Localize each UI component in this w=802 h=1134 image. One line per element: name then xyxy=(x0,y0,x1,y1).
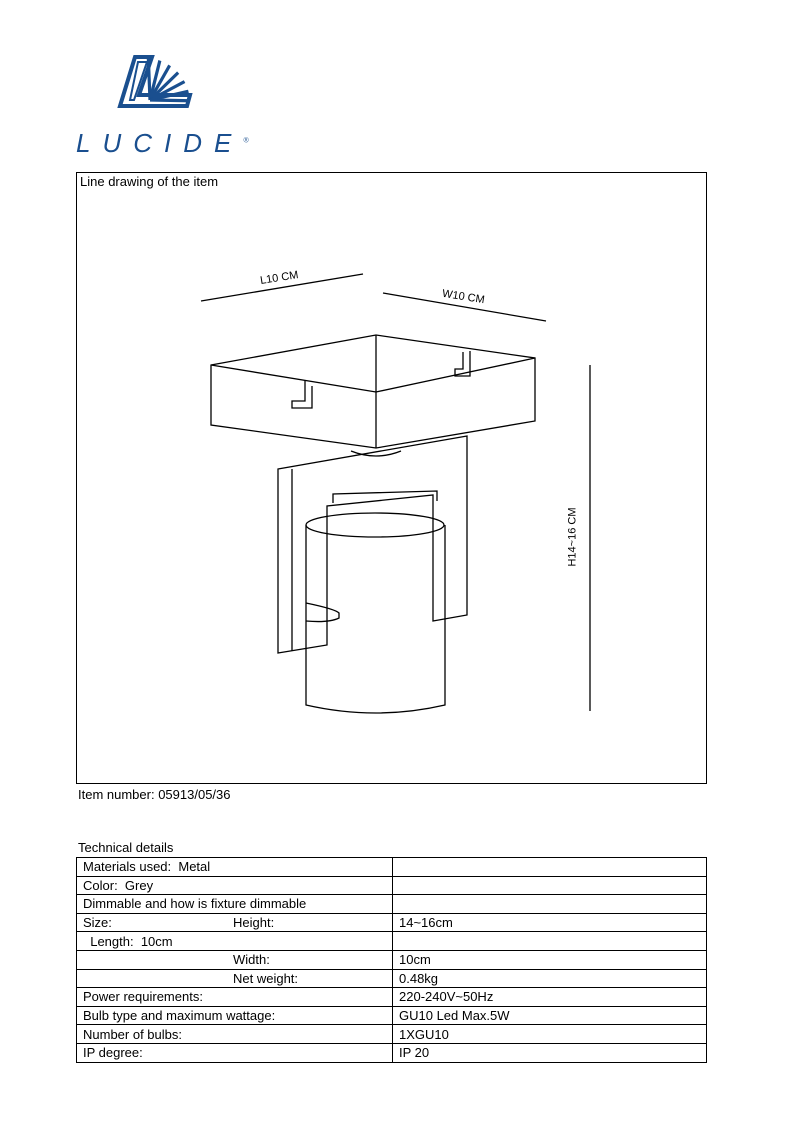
spec-label-cell xyxy=(77,858,393,877)
spec-label: IP degree: xyxy=(83,1045,143,1061)
spec-label: Size: xyxy=(83,915,112,931)
table-row xyxy=(77,969,707,988)
item-number: Item number: 05913/05/36 xyxy=(78,787,231,802)
spec-label: Power requirements: xyxy=(83,989,203,1005)
table-row xyxy=(77,858,707,877)
spec-label-cell xyxy=(77,1006,393,1025)
spec-label-cell xyxy=(77,969,393,988)
spec-value: 10cm xyxy=(393,950,707,969)
table-row xyxy=(77,876,707,895)
dim-width-label: W10 CM xyxy=(441,287,486,307)
spec-value xyxy=(393,895,707,914)
table-row xyxy=(77,913,707,932)
dim-height-label: H14~16 CM xyxy=(566,507,579,567)
spec-sublabel: Height: xyxy=(233,915,275,931)
table-row xyxy=(77,1025,707,1044)
table-row xyxy=(77,950,707,969)
spec-value: 14~16cm xyxy=(393,913,707,932)
fixture-line-drawing xyxy=(77,173,706,783)
spec-value: 1XGU10 xyxy=(393,1025,707,1044)
spec-label-cell xyxy=(77,895,393,914)
dim-length-label: L10 CM xyxy=(259,269,300,287)
drawing-caption: Line drawing of the item xyxy=(80,174,219,189)
spec-value xyxy=(393,876,707,895)
lucide-wordmark: LUCIDE® xyxy=(76,128,249,158)
table-row xyxy=(77,1043,707,1062)
spec-sublabel: Width: xyxy=(233,952,270,968)
spec-value: IP 20 xyxy=(393,1043,707,1062)
spec-value xyxy=(393,932,707,951)
spec-label-cell xyxy=(77,876,393,895)
line-drawing-frame xyxy=(76,172,707,784)
spec-label: Length: 10cm xyxy=(83,933,173,949)
spec-label: Color: Grey xyxy=(83,877,154,893)
spec-value xyxy=(393,858,707,877)
spec-sublabel: Net weight: xyxy=(233,970,299,986)
spec-value: GU10 Led Max.5W xyxy=(393,1006,707,1025)
spec-label: Number of bulbs: xyxy=(83,1026,182,1042)
spec-label: Dimmable and how is fixture dimmable xyxy=(83,896,307,912)
spec-label-cell xyxy=(77,1043,393,1062)
spec-label: Bulb type and maximum wattage: xyxy=(83,1008,276,1024)
table-row xyxy=(77,1006,707,1025)
spec-label: Materials used: Metal xyxy=(83,859,211,875)
technical-details-table xyxy=(76,857,707,1063)
spec-label-cell xyxy=(77,950,393,969)
spec-label-cell xyxy=(77,913,393,932)
table-row xyxy=(77,895,707,914)
table-row xyxy=(77,932,707,951)
spec-label-cell xyxy=(77,1025,393,1044)
spec-value: 0.48kg xyxy=(393,969,707,988)
table-row xyxy=(77,988,707,1007)
spec-label-cell xyxy=(77,932,393,951)
spec-value: 220-240V~50Hz xyxy=(393,988,707,1007)
technical-details-title: Technical details xyxy=(78,840,174,855)
spec-label-cell xyxy=(77,988,393,1007)
